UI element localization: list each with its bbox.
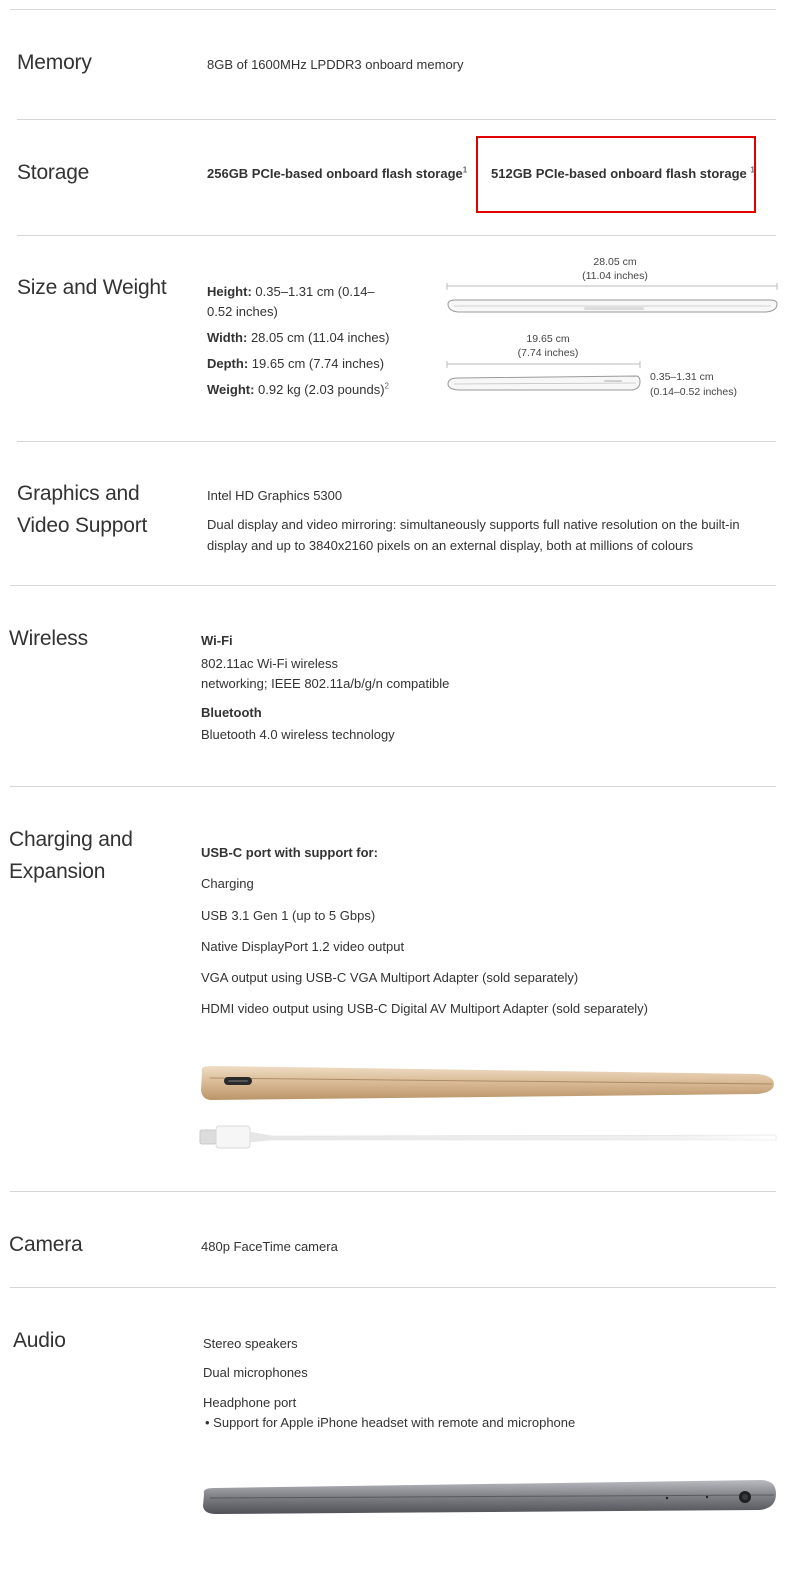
camera-value: 480p FaceTime camera — [201, 1239, 338, 1254]
divider-size-weight — [17, 441, 776, 442]
audio-item: Stereo speakers — [203, 1336, 298, 1351]
wifi-line2: networking; IEEE 802.11a/b/g/n compatible — [201, 676, 450, 691]
divider-storage — [17, 235, 776, 236]
height-label: Height: — [207, 284, 252, 299]
memory-value: 8GB of 1600MHz LPDDR3 onboard memory — [207, 57, 464, 72]
weight-value: 0.92 kg (2.03 pounds) — [258, 382, 385, 397]
bluetooth-value: Bluetooth 4.0 wireless technology — [201, 727, 395, 742]
gray-laptop-side-image — [200, 1474, 778, 1520]
charging-title-line2: Expansion — [9, 860, 106, 883]
audio-item: Headphone port — [203, 1395, 297, 1410]
memory-title: Memory — [17, 51, 92, 74]
usbc-item: USB 3.1 Gen 1 (up to 5 Gbps) — [201, 908, 376, 923]
divider-graphics — [10, 585, 776, 586]
usbc-cable-image — [198, 1122, 778, 1154]
usbc-item: Charging — [201, 876, 254, 891]
storage-option-512gb[interactable] — [491, 164, 755, 184]
camera-title: Camera — [9, 1233, 83, 1256]
audio-bullet-text: Support for Apple iPhone headset with remote and microphone — [213, 1415, 576, 1430]
storage-option-512gb-label: 512GB PCIe-based onboard flash storage — [491, 166, 747, 181]
weight-label: Weight: — [207, 382, 255, 397]
divider-memory — [17, 119, 776, 120]
diagram-height-in: (0.14–0.52 inches) — [650, 386, 737, 398]
graphics-title-line2: Video Support — [17, 514, 148, 537]
audio-title: Audio — [13, 1329, 66, 1352]
bluetooth-heading: Bluetooth — [201, 705, 262, 720]
storage-footnote-1[interactable]: 1 — [462, 165, 468, 175]
diagram-height-cm: 0.35–1.31 cm — [650, 371, 714, 383]
laptop-side-narrow-diagram — [444, 360, 644, 394]
audio-item: Dual microphones — [203, 1365, 308, 1380]
divider-charging — [10, 1191, 776, 1192]
charging-title-line1: Charging and — [9, 828, 133, 851]
usbc-item: VGA output using USB-C VGA Multiport Adapter (sold separately) — [201, 970, 579, 985]
usbc-item: HDMI video output using USB-C Digital AV Multiport Adapter (sold separately) — [201, 1001, 649, 1016]
height-spec — [207, 282, 375, 302]
width-label: Width: — [207, 330, 248, 345]
diagram-width-cm: 28.05 cm — [593, 256, 637, 268]
diagram-width-in: (11.04 inches) — [582, 270, 648, 282]
diagram-depth-in: (7.74 inches) — [517, 347, 579, 359]
usbc-heading: USB-C port with support for: — [201, 845, 378, 860]
storage-footnote-2[interactable]: 1 — [750, 165, 755, 175]
wireless-title: Wireless — [9, 627, 88, 650]
storage-option-256gb[interactable] — [207, 164, 467, 184]
size-weight-title: Size and Weight — [17, 276, 167, 299]
width-spec — [207, 328, 389, 348]
graphics-title-line1: Graphics and — [17, 482, 140, 505]
storage-option-256gb-label: 256GB PCIe-based onboard flash storage — [207, 166, 463, 181]
wifi-heading: Wi‑Fi — [201, 633, 233, 648]
height-value-line2: 0.52 inches) — [207, 304, 278, 319]
divider-top — [10, 9, 776, 10]
divider-camera — [10, 1287, 776, 1288]
weight-footnote[interactable]: 2 — [384, 381, 389, 391]
bullet-dot: • — [205, 1415, 214, 1430]
depth-spec — [207, 354, 384, 374]
usbc-item: Native DisplayPort 1.2 video output — [201, 939, 405, 954]
depth-label: Depth: — [207, 356, 249, 371]
divider-wireless — [10, 786, 776, 787]
audio-bullet-item — [205, 1413, 575, 1433]
graphics-gpu: Intel HD Graphics 5300 — [207, 488, 343, 503]
weight-spec — [207, 380, 389, 400]
height-value-line1: 0.35–1.31 cm (0.14– — [255, 284, 375, 299]
depth-value: 19.65 cm (7.74 inches) — [251, 356, 385, 371]
wifi-line1: 802.11ac Wi‑Fi wireless — [201, 656, 339, 671]
storage-title: Storage — [17, 161, 90, 184]
graphics-desc-line1: Dual display and video mirroring: simultaneously supports full native resolution on the built-in — [207, 517, 740, 532]
laptop-side-wide-diagram — [444, 282, 780, 316]
width-value: 28.05 cm (11.04 inches) — [250, 330, 390, 345]
gold-laptop-side-image — [198, 1062, 778, 1104]
graphics-desc-line2: display and up to 3840x2160 pixels on an external display, both at millions of colours — [207, 538, 694, 553]
diagram-depth-cm: 19.65 cm — [526, 333, 570, 345]
